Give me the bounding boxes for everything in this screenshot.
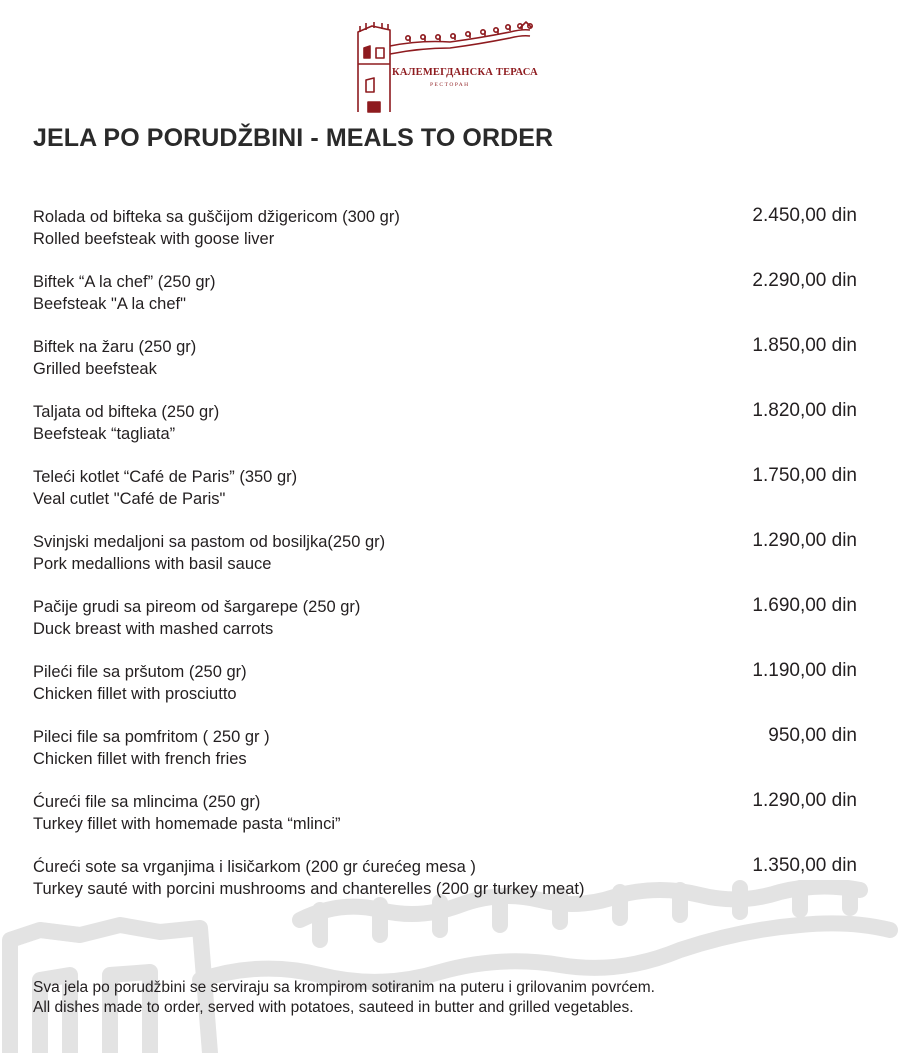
item-description: Rolled beefsteak with goose liver [33, 230, 275, 248]
item-name: Biftek na žaru (250 gr) [33, 338, 197, 356]
item-name: Taljata od bifteka (250 gr) [33, 403, 220, 421]
item-description: Grilled beefsteak [33, 360, 157, 378]
item-name: Teleći kotlet “Café de Paris” (350 gr) [33, 468, 298, 486]
item-description: Chicken fillet with prosciutto [33, 685, 237, 703]
menu-item [33, 466, 857, 531]
menu-item [33, 661, 857, 726]
item-description: Turkey sauté with porcini mushrooms and chanterelles (200 gr turkey meat) [33, 880, 585, 898]
footer-note-english: All dishes made to order, served with potatoes, sauteed in butter and grilled vegetables. [33, 999, 634, 1016]
item-price: 1.690,00 din [752, 595, 857, 616]
item-price: 1.820,00 din [752, 400, 857, 421]
footer-note-serbian: Sva jela po porudžbini se serviraju sa krompirom sotiranim na puteru i grilovanim povrćem. [33, 979, 655, 996]
item-name: Rolada od bifteka sa guščijom džigericom (300 gr) [33, 208, 400, 226]
item-description: Chicken fillet with french fries [33, 750, 247, 768]
item-description: Veal cutlet "Café de Paris" [33, 490, 226, 508]
fortress-tower-icon [350, 18, 540, 114]
footer-note [33, 978, 655, 1018]
restaurant-logo [350, 18, 540, 114]
item-price: 1.190,00 din [752, 660, 857, 681]
menu-item [33, 401, 857, 466]
menu-list [33, 206, 857, 921]
item-description: Turkey fillet with homemade pasta “mlinci” [33, 815, 341, 833]
menu-item [33, 206, 857, 271]
item-price: 1.350,00 din [752, 855, 857, 876]
item-description: Beefsteak "A la chef" [33, 295, 186, 313]
item-price: 950,00 din [768, 725, 857, 746]
item-price: 2.450,00 din [752, 205, 857, 226]
item-price: 1.290,00 din [752, 790, 857, 811]
item-name: Ćureći file sa mlincima (250 gr) [33, 793, 261, 811]
item-name: Pileci file sa pomfritom ( 250 gr ) [33, 728, 270, 746]
item-price: 1.850,00 din [752, 335, 857, 356]
item-description: Duck breast with mashed carrots [33, 620, 274, 638]
menu-item [33, 856, 857, 921]
menu-item [33, 726, 857, 791]
item-name: Pačije grudi sa pireom od šargarepe (250 gr) [33, 598, 361, 616]
page-title: JELA PO PORUDŽBINI - MEALS TO ORDER [33, 124, 554, 152]
item-name: Biftek “A la chef” (250 gr) [33, 273, 216, 291]
logo-subtitle: РЕСТОРАН [430, 82, 470, 88]
item-name: Pileći file sa pršutom (250 gr) [33, 663, 247, 681]
menu-item [33, 271, 857, 336]
item-name: Svinjski medaljoni sa pastom od bosiljka(250 gr) [33, 533, 386, 551]
item-description: Beefsteak “tagliata” [33, 425, 176, 443]
menu-item [33, 336, 857, 401]
item-price: 1.750,00 din [752, 465, 857, 486]
item-price: 1.290,00 din [752, 530, 857, 551]
menu-item [33, 596, 857, 661]
item-name: Ćureći sote sa vrganjima i lisičarkom (200 gr ćurećeg mesa ) [33, 858, 476, 876]
item-price: 2.290,00 din [752, 270, 857, 291]
logo-name: КАЛЕМЕГДАНСКА ТЕРАСА [392, 67, 538, 78]
item-description: Pork medallions with basil sauce [33, 555, 272, 573]
menu-item [33, 791, 857, 856]
menu-item [33, 531, 857, 596]
